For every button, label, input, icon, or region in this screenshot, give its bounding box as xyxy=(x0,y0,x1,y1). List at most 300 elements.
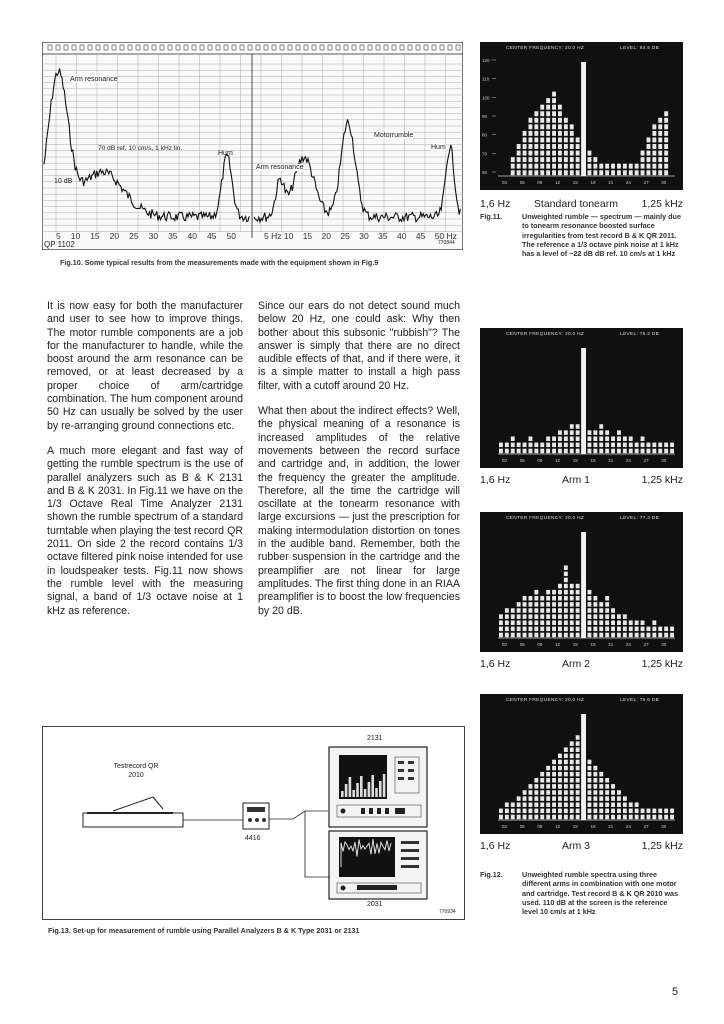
x-tick: 27 xyxy=(643,458,649,463)
spectrum-segment xyxy=(652,443,656,448)
hum-label-1: Hum xyxy=(218,150,233,157)
db10-label: 10 dB xyxy=(54,178,73,185)
spectrum-segment xyxy=(576,747,580,752)
spectrum-segment xyxy=(552,614,556,619)
spectrum-segment xyxy=(611,633,615,638)
spectrum-segment xyxy=(540,802,544,807)
spectrum-segment xyxy=(570,608,574,613)
spectrum-segment xyxy=(534,608,538,613)
spectrum-segment xyxy=(529,443,533,448)
spectrum-segment xyxy=(588,766,592,771)
spectrum-segment xyxy=(664,157,668,162)
spectrum-segment xyxy=(605,614,609,619)
spectrum-segment xyxy=(588,436,592,441)
spectrum-segment xyxy=(505,802,509,807)
spectrum-segment xyxy=(576,137,580,142)
fig12-screen-level: LEVEL: 75.6 DB xyxy=(620,698,660,703)
spectrum-segment xyxy=(523,790,527,795)
spectrum-segment xyxy=(558,772,562,777)
spectrum-segment xyxy=(617,164,621,169)
spectrum-segment xyxy=(546,796,550,801)
spectrum-segment xyxy=(523,131,527,136)
spectrum-segment xyxy=(552,92,556,97)
spectrum-segment xyxy=(534,602,538,607)
spectrum-segment xyxy=(505,809,509,814)
spectrum-segment xyxy=(511,170,515,175)
spectrum-segment xyxy=(511,809,515,814)
spectrum-segment xyxy=(652,137,656,142)
spectrum-segment xyxy=(558,815,562,820)
spectrum-segment xyxy=(599,796,603,801)
label-4416: 4416 xyxy=(245,835,261,842)
spectrum-segment xyxy=(623,809,627,814)
spectrum-segment xyxy=(647,443,651,448)
spectrum-segment xyxy=(588,590,592,595)
x-tick: 21 xyxy=(608,180,614,185)
axis-tick: 40 xyxy=(187,231,198,241)
spectrum-segment xyxy=(570,747,574,752)
y-tick: 60 xyxy=(482,170,488,175)
spectrum-segment xyxy=(576,443,580,448)
fig11-freq-low: 1,6 Hz xyxy=(480,198,511,210)
spectrum-segment xyxy=(576,170,580,175)
spectrum-segment xyxy=(593,164,597,169)
y-tick: 100 xyxy=(482,95,490,101)
spectrum-segment xyxy=(564,778,568,783)
spectrum-segment xyxy=(629,449,633,454)
spectrum-segment xyxy=(641,633,645,638)
spectrum-segment xyxy=(576,735,580,740)
spectrum-segment xyxy=(570,596,574,601)
spectrum-segment xyxy=(523,151,527,156)
spectrum-segment xyxy=(599,815,603,820)
spectrum-segment xyxy=(540,784,544,789)
spectrum-segment xyxy=(652,131,656,136)
spectrum-segment xyxy=(552,131,556,136)
spectrum-segment xyxy=(652,164,656,169)
spectrum-segment xyxy=(558,614,562,619)
spectrum-segment xyxy=(576,151,580,156)
spectrum-segment xyxy=(558,602,562,607)
reference-band xyxy=(581,62,586,176)
spectrum-segment xyxy=(576,784,580,789)
spectrum-segment xyxy=(576,424,580,429)
spectrum-segment xyxy=(552,157,556,162)
arm-label: Arm 3 xyxy=(561,840,590,852)
axis-tick: 10 xyxy=(70,231,81,241)
spectrum-segment xyxy=(599,164,603,169)
spectrum-segment xyxy=(570,170,574,175)
spectrum-segment xyxy=(558,449,562,454)
spectrum-segment xyxy=(652,809,656,814)
fig11-caption-label: Fig.11. xyxy=(480,212,503,221)
x-tick: 30 xyxy=(661,458,667,463)
spectrum-segment xyxy=(540,614,544,619)
spectrum-segment xyxy=(593,633,597,638)
spectrum-segment xyxy=(552,815,556,820)
spectrum-segment xyxy=(576,766,580,771)
x-tick: 12 xyxy=(555,642,561,647)
spectrum-segment xyxy=(570,633,574,638)
spectrum-segment xyxy=(517,815,521,820)
spectrum-segment xyxy=(523,449,527,454)
spectrum-segment xyxy=(593,627,597,632)
spectrum-segment xyxy=(546,98,550,103)
spectrum-segment xyxy=(517,443,521,448)
spectrum-segment xyxy=(564,449,568,454)
spectrum-segment xyxy=(552,608,556,613)
spectrum-segment xyxy=(658,151,662,156)
fig11-spectrum xyxy=(480,42,683,190)
spectrum-segment xyxy=(588,627,592,632)
spectrum-segment xyxy=(658,627,662,632)
spectrum-segment xyxy=(558,118,562,123)
spectrum-segment xyxy=(564,164,568,169)
spectrum-segment xyxy=(635,443,639,448)
spectrum-segment xyxy=(617,796,621,801)
spectrum-segment xyxy=(540,633,544,638)
x-tick: 21 xyxy=(608,824,614,829)
x-tick: 27 xyxy=(643,824,649,829)
arm-label: Arm 2 xyxy=(561,658,590,670)
y-tick: 80 xyxy=(482,132,488,138)
spectrum-segment xyxy=(523,170,527,175)
spectrum-segment xyxy=(511,443,515,448)
spectrum-segment xyxy=(499,614,503,619)
spectrum-segment xyxy=(599,620,603,625)
spectrum-segment xyxy=(641,157,645,162)
spectrum-segment xyxy=(652,124,656,129)
spectrum-segment xyxy=(658,449,662,454)
spectrum-segment xyxy=(534,809,538,814)
fig10-axis-right xyxy=(264,231,457,241)
spectrum-segment xyxy=(517,170,521,175)
y-tick: 70 xyxy=(482,151,488,157)
spectrum-segment xyxy=(505,449,509,454)
spectrum-segment xyxy=(546,809,550,814)
spectrum-segment xyxy=(576,449,580,454)
spectrum-segment xyxy=(540,144,544,149)
spectrum-segment xyxy=(641,164,645,169)
spectrum-segment xyxy=(664,815,668,820)
spectrum-segment xyxy=(570,131,574,136)
spectrum-segment xyxy=(505,627,509,632)
spectrum-segment xyxy=(617,802,621,807)
spectrum-segment xyxy=(664,137,668,142)
spectrum-segment xyxy=(570,802,574,807)
spectrum-segment xyxy=(558,590,562,595)
spectrum-segment xyxy=(635,449,639,454)
x-tick: 03 xyxy=(502,180,508,185)
spectrum-segment xyxy=(570,157,574,162)
fig10-id: 770844 xyxy=(438,240,455,246)
spectrum-segment xyxy=(564,596,568,601)
spectrum-segment xyxy=(552,796,556,801)
fig10-chart xyxy=(42,42,463,250)
spectrum-segment xyxy=(505,815,509,820)
spectrum-segment xyxy=(599,170,603,175)
fig12-label-row xyxy=(480,474,683,486)
x-tick: 06 xyxy=(519,824,525,829)
spectrum-segment xyxy=(499,809,503,814)
spectrum-segment xyxy=(534,118,538,123)
x-tick: 06 xyxy=(519,642,525,647)
spectrum-segment xyxy=(552,449,556,454)
spectrum-segment xyxy=(605,620,609,625)
fig12-screen-level: LEVEL: 77.3 DB xyxy=(620,516,660,521)
spectrum-segment xyxy=(658,809,662,814)
spectrum-segment xyxy=(599,424,603,429)
spectrum-segment xyxy=(552,802,556,807)
spectrum-segment xyxy=(540,608,544,613)
spectrum-segment xyxy=(593,778,597,783)
spectrum-segment xyxy=(576,620,580,625)
spectrum-segment xyxy=(552,620,556,625)
spectrum-segment xyxy=(593,170,597,175)
axis-tick: 40 xyxy=(396,231,407,241)
spectrum-segment xyxy=(564,170,568,175)
spectrum-segment xyxy=(593,809,597,814)
spectrum-segment xyxy=(593,443,597,448)
spectrum-segment xyxy=(658,815,662,820)
fig10-caption: Fig.10. Some typical results from the measurements made with the equipment shown in Fig.9 xyxy=(60,258,379,267)
spectrum-segment xyxy=(523,443,527,448)
spectrum-segment xyxy=(593,614,597,619)
spectrum-segment xyxy=(570,436,574,441)
fig12-screen-title: CENTER FREQUENCY: 20.0 HZ xyxy=(506,516,585,521)
spectrum-segment xyxy=(647,144,651,149)
spectrum-segment xyxy=(588,620,592,625)
spectrum-segment xyxy=(635,164,639,169)
spectrum-segment xyxy=(576,778,580,783)
spectrum-segment xyxy=(558,144,562,149)
spectrum-segment xyxy=(552,633,556,638)
spectrum-segment xyxy=(564,584,568,589)
spectrum-segment xyxy=(546,111,550,116)
spectrum-segment xyxy=(529,118,533,123)
spectrum-segment xyxy=(617,443,621,448)
spectrum-segment xyxy=(546,815,550,820)
text-column-2 xyxy=(258,300,460,630)
spectrum-segment xyxy=(599,772,603,777)
spectrum-segment xyxy=(588,796,592,801)
spectrum-segment xyxy=(605,608,609,613)
spectrum-segment xyxy=(623,164,627,169)
spectrum-segment xyxy=(523,614,527,619)
spectrum-segment xyxy=(652,633,656,638)
spectrum-segment xyxy=(629,620,633,625)
spectrum-segment xyxy=(647,157,651,162)
spectrum-segment xyxy=(546,137,550,142)
spectrum-segment xyxy=(523,144,527,149)
spectrum-segment xyxy=(593,802,597,807)
spectrum-segment xyxy=(670,627,674,632)
x-tick: 12 xyxy=(555,824,561,829)
spectrum-segment xyxy=(570,796,574,801)
spectrum-segment xyxy=(623,802,627,807)
spectrum-segment xyxy=(664,170,668,175)
spectrum-segment xyxy=(534,590,538,595)
spectrum-segment xyxy=(599,614,603,619)
spectrum-segment xyxy=(593,436,597,441)
spectrum-segment xyxy=(546,596,550,601)
spectrum-segment xyxy=(635,809,639,814)
spectrum-segment xyxy=(564,572,568,577)
spectrum-segment xyxy=(570,137,574,142)
spectrum-segment xyxy=(552,778,556,783)
spectrum-segment xyxy=(599,449,603,454)
spectrum-segment xyxy=(670,815,674,820)
x-tick: 15 xyxy=(572,180,578,185)
spectrum-segment xyxy=(552,760,556,765)
freq-high: 1,25 kHz xyxy=(641,840,683,852)
spectrum-segment xyxy=(588,602,592,607)
spectrum-segment xyxy=(664,151,668,156)
spectrum-segment xyxy=(623,796,627,801)
spectrum-segment xyxy=(570,614,574,619)
arm-resonance-label-2: Arm resonance xyxy=(256,164,304,171)
x-tick: 30 xyxy=(661,642,667,647)
spectrum-segment xyxy=(593,815,597,820)
spectrum-segment xyxy=(593,608,597,613)
spectrum-segment xyxy=(629,815,633,820)
spectrum-segment xyxy=(564,608,568,613)
spectrum-segment xyxy=(529,157,533,162)
spectrum-segment xyxy=(623,627,627,632)
spectrum-segment xyxy=(558,124,562,129)
spectrum-segment xyxy=(593,766,597,771)
spectrum-segment xyxy=(564,760,568,765)
spectrum-segment xyxy=(611,809,615,814)
spectrum-segment xyxy=(534,633,538,638)
spectrum-segment xyxy=(517,802,521,807)
spectrum-segment xyxy=(641,436,645,441)
spectrum-segment xyxy=(605,596,609,601)
spectrum-segment xyxy=(623,170,627,175)
spectrum-segment xyxy=(611,164,615,169)
spectrum-segment xyxy=(605,436,609,441)
spectrum-segment xyxy=(576,760,580,765)
spectrum-segment xyxy=(546,436,550,441)
spectrum-segment xyxy=(558,111,562,116)
spectrum-segment xyxy=(593,430,597,435)
spectrum-segment xyxy=(534,137,538,142)
spectrum-segment xyxy=(529,170,533,175)
spectrum-segment xyxy=(588,443,592,448)
spectrum-segment xyxy=(588,170,592,175)
spectrum-segment xyxy=(534,778,538,783)
spectrum-segment xyxy=(564,430,568,435)
spectrum-segment xyxy=(546,151,550,156)
spectrum-segment xyxy=(540,131,544,136)
spectrum-segment xyxy=(599,602,603,607)
spectrum-segment xyxy=(605,784,609,789)
spectrum-segment xyxy=(552,766,556,771)
spectrum-segment xyxy=(664,449,668,454)
spectrum-segment xyxy=(576,602,580,607)
freq-low: 1,6 Hz xyxy=(480,840,511,852)
spectrum-segment xyxy=(564,790,568,795)
spectrum-segment xyxy=(534,596,538,601)
spectrum-segment xyxy=(593,790,597,795)
spectrum-segment xyxy=(576,754,580,759)
spectrum-segment xyxy=(540,620,544,625)
spectrum-segment xyxy=(529,151,533,156)
fig13-id: 770934 xyxy=(439,909,456,915)
spectrum-segment xyxy=(540,778,544,783)
spectrum-segment xyxy=(564,144,568,149)
spectrum-segment xyxy=(599,802,603,807)
axis-tick: 30 xyxy=(359,231,369,241)
spectrum-segment xyxy=(540,449,544,454)
spectrum-segment xyxy=(546,608,550,613)
spectrum-segment xyxy=(588,815,592,820)
spectrum-segment xyxy=(635,627,639,632)
x-tick: 30 xyxy=(661,824,667,829)
spectrum-segment xyxy=(546,778,550,783)
spectrum-segment xyxy=(593,157,597,162)
spectrum-segment xyxy=(540,137,544,142)
spectrum-segment xyxy=(664,111,668,116)
reference-band xyxy=(581,714,586,820)
spectrum-segment xyxy=(635,802,639,807)
spectrum-segment xyxy=(623,443,627,448)
x-tick: 24 xyxy=(625,824,631,829)
spectrum-segment xyxy=(617,790,621,795)
spectrum-segment xyxy=(611,620,615,625)
spectrum-segment xyxy=(529,802,533,807)
spectrum-segment xyxy=(570,424,574,429)
spectrum-segment xyxy=(605,633,609,638)
spectrum-segment xyxy=(670,633,674,638)
spectrum-segment xyxy=(588,802,592,807)
spectrum-segment xyxy=(658,131,662,136)
x-tick: 09 xyxy=(537,458,543,463)
spectrum-segment xyxy=(647,633,651,638)
axis-tick: 45 xyxy=(207,231,217,241)
label-2131: 2131 xyxy=(367,735,383,742)
spectrum-segment xyxy=(576,741,580,746)
spectrum-segment xyxy=(564,747,568,752)
spectrum-segment xyxy=(534,627,538,632)
x-tick: 06 xyxy=(519,458,525,463)
x-tick: 03 xyxy=(502,458,508,463)
axis-tick: 5 Hz 10 xyxy=(264,231,294,241)
spectrum-segment xyxy=(647,627,651,632)
spectrum-segment xyxy=(652,815,656,820)
spectrum-segment xyxy=(523,815,527,820)
axis-tick: 20 xyxy=(109,231,120,241)
spectrum-segment xyxy=(534,784,538,789)
spectrum-segment xyxy=(593,620,597,625)
spectrum-segment xyxy=(605,809,609,814)
spectrum-segment xyxy=(658,124,662,129)
x-tick: 12 xyxy=(555,458,561,463)
spectrum-segment xyxy=(511,633,515,638)
paragraph: What then about the indirect effects? Well, the physical meaning of a resonance is increased amplitudes of the relative movements between the record surface and cartridge and, in addition, the lower the frequency the greater the amplitude. Therefore, all the time the cartridge will oscillate at the tonearm resonance with large excursions — just the prescription for making intermodulation distortion on tones in the audible band. Remember, both the rubber suspension in the cartridge and the preamplifier are not linear for large amplitudes. The first thing done in an RIAA preamplifier is to boost the low frequencies by 20 dB. xyxy=(258,405,460,617)
spectrum-segment xyxy=(623,815,627,820)
spectrum-segment xyxy=(558,633,562,638)
spectrum-segment xyxy=(511,802,515,807)
spectrum-segment xyxy=(534,157,538,162)
spectrum-segment xyxy=(647,809,651,814)
spectrum-segment xyxy=(647,815,651,820)
spectrum-segment xyxy=(558,620,562,625)
spectrum-segment xyxy=(552,124,556,129)
spectrum-segment xyxy=(534,790,538,795)
spectrum-segment xyxy=(570,151,574,156)
spectrum-segment xyxy=(617,815,621,820)
